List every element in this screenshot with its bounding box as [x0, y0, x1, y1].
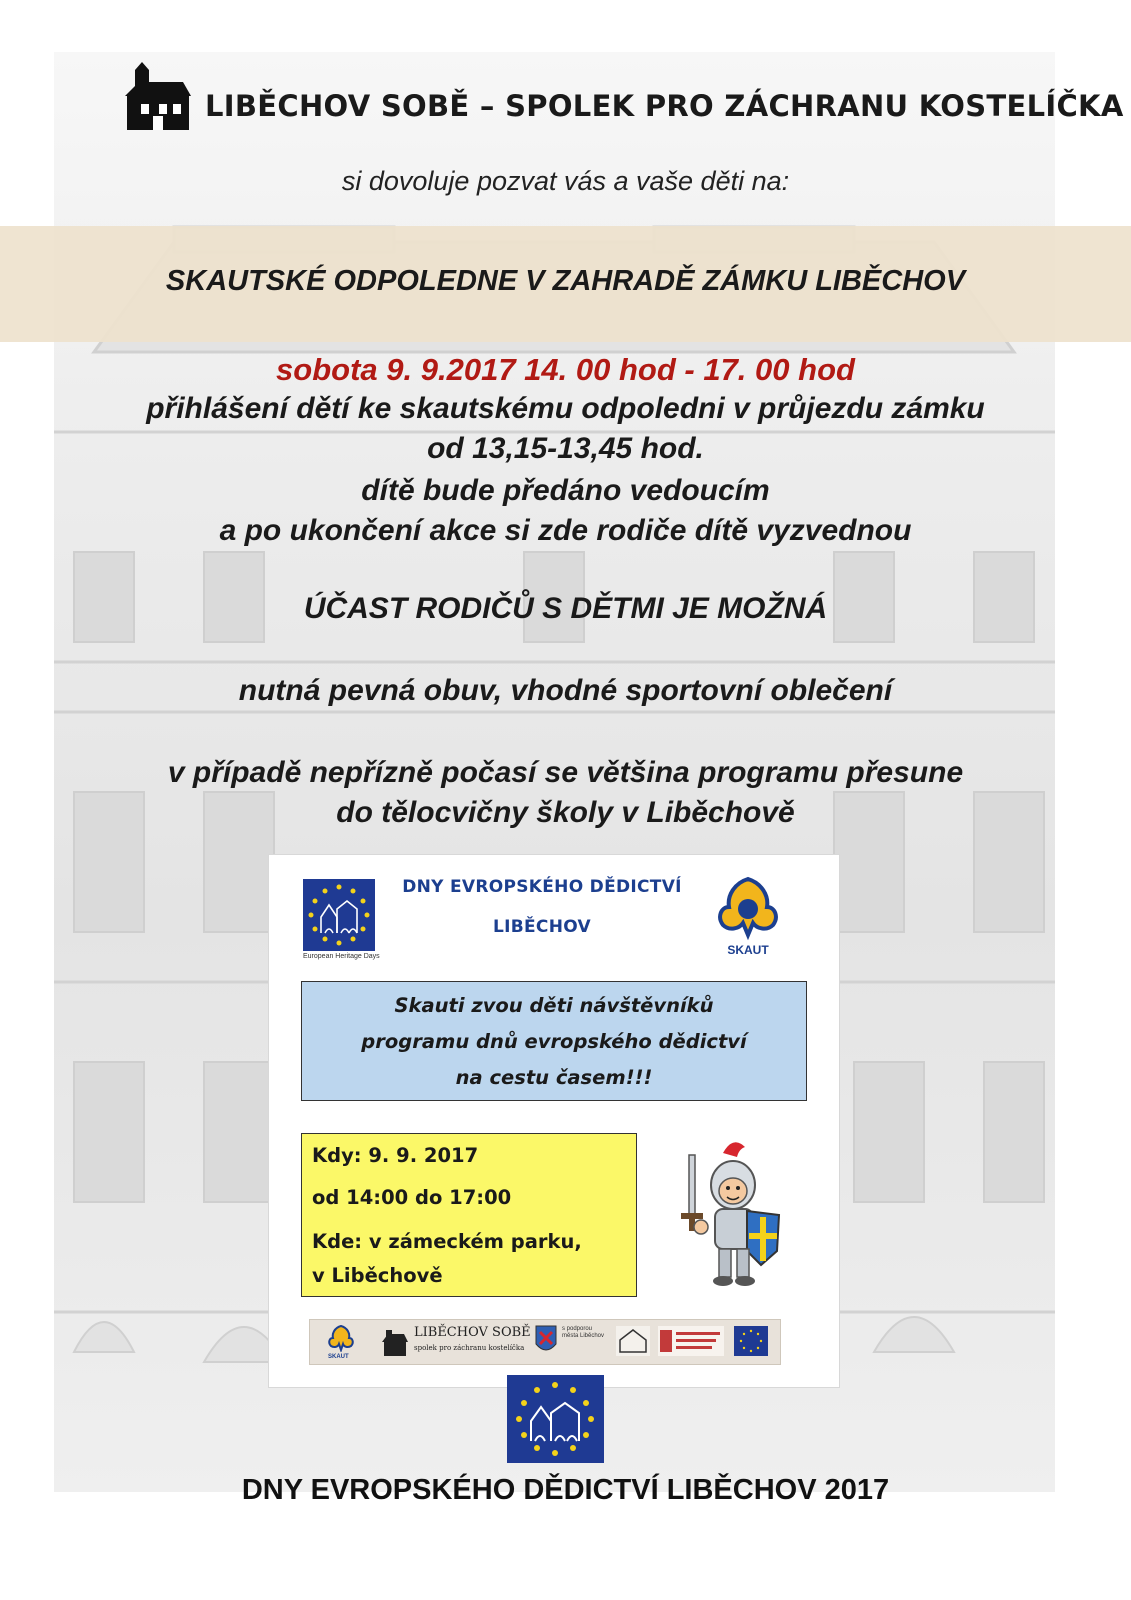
bottom-heritage-days-flag-icon [507, 1375, 604, 1463]
scout-invite-box [301, 981, 807, 1101]
weather-line-1: v případě nepřízně počasí se většina programu přesune [167, 756, 964, 789]
church-silhouette-icon [125, 62, 191, 132]
invite-intro: si dovoluje pozvat vás a vaše děti na: [341, 166, 790, 196]
partner-support-label: s podporou města Liběchov [562, 1326, 605, 1339]
registration-line-1: přihlášení dětí ke skautskému odpoledni v průjezdu zámku [146, 392, 985, 425]
ehd-small-flag-icon [734, 1326, 768, 1356]
partner-institution-icon [658, 1326, 724, 1356]
partner-monument-icon [616, 1326, 650, 1356]
european-heritage-days-flag-icon [303, 879, 375, 951]
org-header [125, 62, 1124, 132]
poster-title-line-2: LIBĚCHOV [493, 917, 591, 937]
poster-title-line-1: DNY EVROPSKÉHO DĚDICTVÍ [402, 877, 682, 897]
scout-invite-line-1: Skauti zvou děti návštěvníků [394, 994, 714, 1017]
partner-church-icon [382, 1328, 408, 1356]
scout-invite-line-2: programu dnů evropského dědictví [361, 1030, 747, 1053]
parents-notice: ÚČAST RODIČŮ S DĚTMI JE MOŽNÁ [303, 592, 828, 625]
footer-title: DNY EVROPSKÉHO DĚDICTVÍ LIBĚCHOV 2017 [241, 1474, 890, 1506]
ehd-caption: European Heritage Days [303, 953, 380, 960]
info-time: od 14:00 do 17:00 [312, 1186, 512, 1209]
partner-libechov-sub: spolek pro záchranu kostelíčka [414, 1344, 525, 1352]
handover-line-2: a po ukončení akce si zde rodiče dítě vyzvednou [219, 514, 912, 547]
org-name: LIBĚCHOV SOBĚ – SPOLEK PRO ZÁCHRANU KOSTELÍČKA [205, 89, 1124, 123]
scout-invite-line-3: na cestu časem!!! [455, 1066, 653, 1089]
heritage-days-poster [268, 854, 840, 1388]
skaut-logo [713, 873, 783, 963]
skaut-small-logo-icon [326, 1324, 356, 1352]
info-where-2: v Liběchově [312, 1264, 443, 1287]
town-coat-of-arms-icon [534, 1324, 558, 1356]
event-title: SKAUTSKÉ ODPOLEDNE V ZAHRADĚ ZÁMKU LIBĚCHOV [165, 265, 966, 297]
scout-lily-icon [713, 873, 783, 943]
clothing-notice: nutná pevná obuv, vhodné sportovní oblečení [238, 674, 893, 707]
event-info-box [301, 1133, 637, 1297]
event-date-time: sobota 9. 9.2017 14. 00 hod - 17. 00 hod [276, 352, 855, 387]
registration-line-2: od 13,15-13,45 hod. [427, 432, 704, 465]
handover-line-1: dítě bude předáno vedoucím [361, 474, 770, 507]
weather-line-2: do tělocvičny školy v Liběchově [336, 796, 795, 829]
skaut-label: SKAUT [727, 943, 769, 957]
partner-libechov-label: LIBĚCHOV SOBĚ [414, 1325, 531, 1340]
info-when: Kdy: 9. 9. 2017 [312, 1144, 479, 1167]
info-where-1: Kde: v zámeckém parku, [312, 1230, 582, 1253]
partner-logos-strip [309, 1319, 781, 1365]
partner-skaut-label: SKAUT [328, 1354, 349, 1360]
knight-cartoon-icon [667, 1133, 797, 1293]
